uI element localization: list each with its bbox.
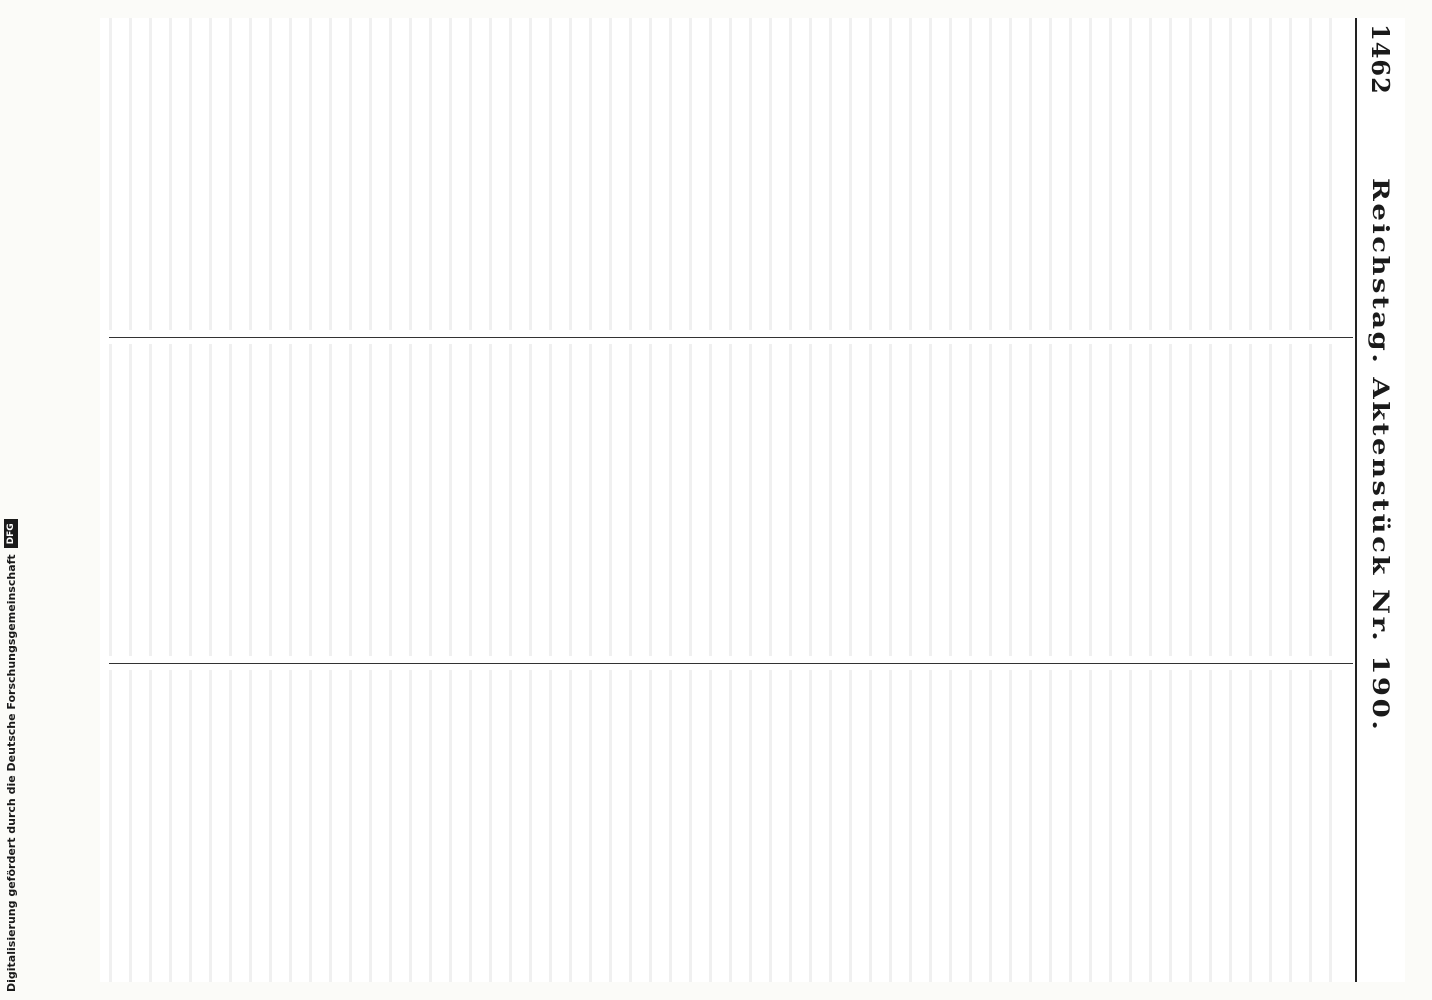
column-divider (109, 337, 1353, 338)
text-column-2 (109, 344, 1349, 656)
scanned-page (100, 18, 1405, 982)
dfg-logo: DFG (4, 519, 18, 548)
column-divider (109, 663, 1353, 664)
digitization-notice-text: Digitalisierung gefördert durch die Deutsche Forschungsgemeinschaft (4, 554, 18, 992)
text-column-1 (109, 18, 1349, 330)
page-number: 1462 (1366, 24, 1395, 95)
header-rule (1355, 18, 1357, 982)
text-column-3 (109, 670, 1349, 982)
running-header: Reichstag. Aktenstück Nr. 190. (1367, 178, 1393, 733)
digitization-notice (4, 519, 18, 992)
